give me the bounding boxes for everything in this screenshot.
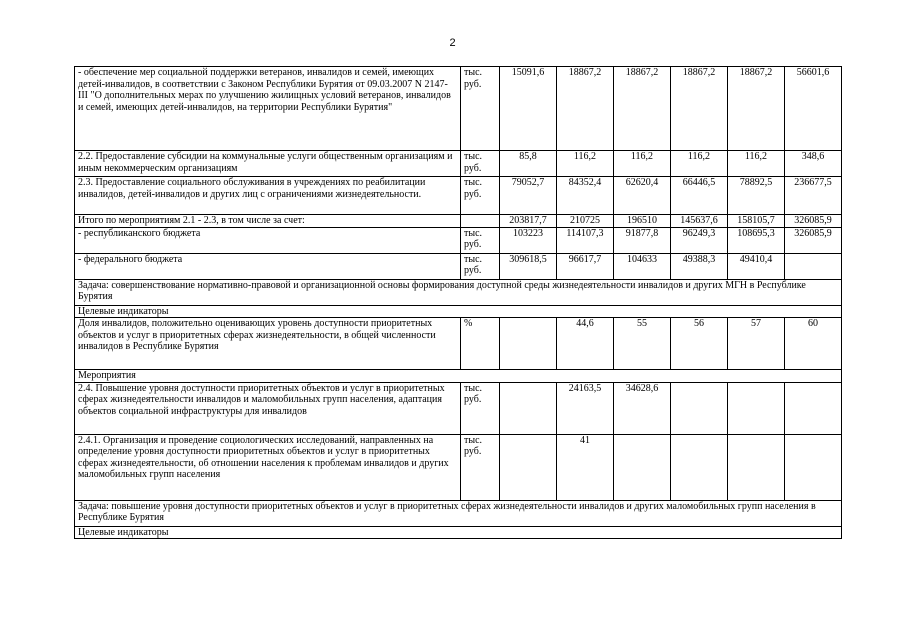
value-cell [671,382,728,434]
value-cell [785,253,842,279]
value-cell [500,382,557,434]
value-cell: 34628,6 [614,382,671,434]
value-cell [728,434,785,500]
value-cell: 196510 [614,215,671,228]
value-cell: 108695,3 [728,227,785,253]
value-cell: 24163,5 [557,382,614,434]
value-cell: 56 [671,318,728,370]
row-label: Доля инвалидов, положительно оценивающих уровень доступности приоритетных объектов и услуг в приоритетных сферах жизнедеятельности, в общей численности инвалидов в Республике Бурятия [75,318,461,370]
row-label: Итого по мероприятиям 2.1 - 2.3, в том числе за счет: [75,215,461,228]
value-cell [671,434,728,500]
value-cell [785,382,842,434]
row-total-2-1-2-3 [75,215,842,228]
row-label: - республиканского бюджета [75,227,461,253]
value-cell [728,382,785,434]
value-cell: 18867,2 [728,67,785,151]
value-cell: 96249,3 [671,227,728,253]
row-label: 2.4.1. Организация и проведение социологических исследований, направленных на определение уровня доступности приоритетных объектов и услуг в приоритетных сферах жизнедеятельности, об отношении населения к проблемам инвалидов и других маломобильных групп населения [75,434,461,500]
row-label: - обеспечение мер социальной поддержки ветеранов, инвалидов и семей, имеющих детей-инвалидов, в соответствии с Законом Республики Бурятия от 09.03.2007 N 2147-III "О дополнительных мерах по улучшению жилищных условий ветеранов, инвалидов и семей, имеющих детей-инвалидов, на территории Республики Бурятия" [75,67,461,151]
value-cell: 49410,4 [728,253,785,279]
value-cell: 44,6 [557,318,614,370]
unit-cell: тыс. руб. [461,177,500,215]
row-utility-subsidies [75,151,842,177]
section-label: Целевые индикаторы [75,305,842,318]
value-cell: 91877,8 [614,227,671,253]
section-label: Мероприятия [75,370,842,383]
unit-cell [461,215,500,228]
value-cell: 15091,6 [500,67,557,151]
row-social-support-veterans [75,67,842,151]
value-cell [500,318,557,370]
unit-cell: тыс. руб. [461,151,500,177]
value-cell: 103223 [500,227,557,253]
value-cell: 57 [728,318,785,370]
unit-cell: тыс. руб. [461,253,500,279]
value-cell [785,434,842,500]
value-cell: 96617,7 [557,253,614,279]
row-task-accessibility [75,500,842,526]
section-label: Задача: совершенствование нормативно-правовой и организационной основы формирования доступной среды жизнедеятельности инвалидов и других МГН в Республике Бурятия [75,279,842,305]
value-cell: 62620,4 [614,177,671,215]
page-number: 2 [449,37,456,49]
row-measures [75,370,842,383]
row-sociological-research [75,434,842,500]
row-social-services [75,177,842,215]
value-cell [500,434,557,500]
value-cell: 309618,5 [500,253,557,279]
row-accessibility-increase [75,382,842,434]
value-cell: 116,2 [728,151,785,177]
row-label: 2.2. Предоставление субсидии на коммунальные услуги общественным организациям и иным некоммерческим организациям [75,151,461,177]
value-cell: 203817,7 [500,215,557,228]
value-cell [614,434,671,500]
value-cell: 114107,3 [557,227,614,253]
section-label: Целевые индикаторы [75,526,842,539]
value-cell: 66446,5 [671,177,728,215]
value-cell: 18867,2 [671,67,728,151]
value-cell: 56601,6 [785,67,842,151]
value-cell: 84352,4 [557,177,614,215]
value-cell: 326085,9 [785,227,842,253]
row-share-disabled-assessing [75,318,842,370]
value-cell: 116,2 [671,151,728,177]
unit-cell: тыс. руб. [461,382,500,434]
value-cell: 348,6 [785,151,842,177]
row-federal-budget [75,253,842,279]
value-cell: 18867,2 [614,67,671,151]
value-cell: 85,8 [500,151,557,177]
row-target-indicators-1 [75,305,842,318]
value-cell: 60 [785,318,842,370]
value-cell: 116,2 [557,151,614,177]
section-label: Задача: повышение уровня доступности приоритетных объектов и услуг в приоритетных сферах жизнедеятельности инвалидов и других маломобильных групп населения в Республике Бурятия [75,500,842,526]
value-cell: 210725 [557,215,614,228]
unit-cell: тыс. руб. [461,67,500,151]
row-target-indicators-2 [75,526,842,539]
row-label: 2.4. Повышение уровня доступности приоритетных объектов и услуг в приоритетных сферах жизнедеятельности инвалидов и маломобильных групп населения, адаптация объектов социальной инфраструктуры для инвалидов [75,382,461,434]
value-cell: 158105,7 [728,215,785,228]
value-cell: 18867,2 [557,67,614,151]
value-cell: 55 [614,318,671,370]
program-table [74,66,842,539]
value-cell: 145637,6 [671,215,728,228]
value-cell: 236677,5 [785,177,842,215]
value-cell: 104633 [614,253,671,279]
unit-cell: тыс. руб. [461,227,500,253]
unit-cell: тыс. руб. [461,434,500,500]
row-task-normative [75,279,842,305]
value-cell: 78892,5 [728,177,785,215]
value-cell: 41 [557,434,614,500]
value-cell: 116,2 [614,151,671,177]
row-label: 2.3. Предоставление социального обслуживания в учреждениях по реабилитации инвалидов, детей-инвалидов и других лиц с ограничениями жизнедеятельности. [75,177,461,215]
value-cell: 79052,7 [500,177,557,215]
value-cell: 326085,9 [785,215,842,228]
program-table-body [75,67,842,539]
value-cell: 49388,3 [671,253,728,279]
unit-cell: % [461,318,500,370]
row-republican-budget [75,227,842,253]
row-label: - федерального бюджета [75,253,461,279]
